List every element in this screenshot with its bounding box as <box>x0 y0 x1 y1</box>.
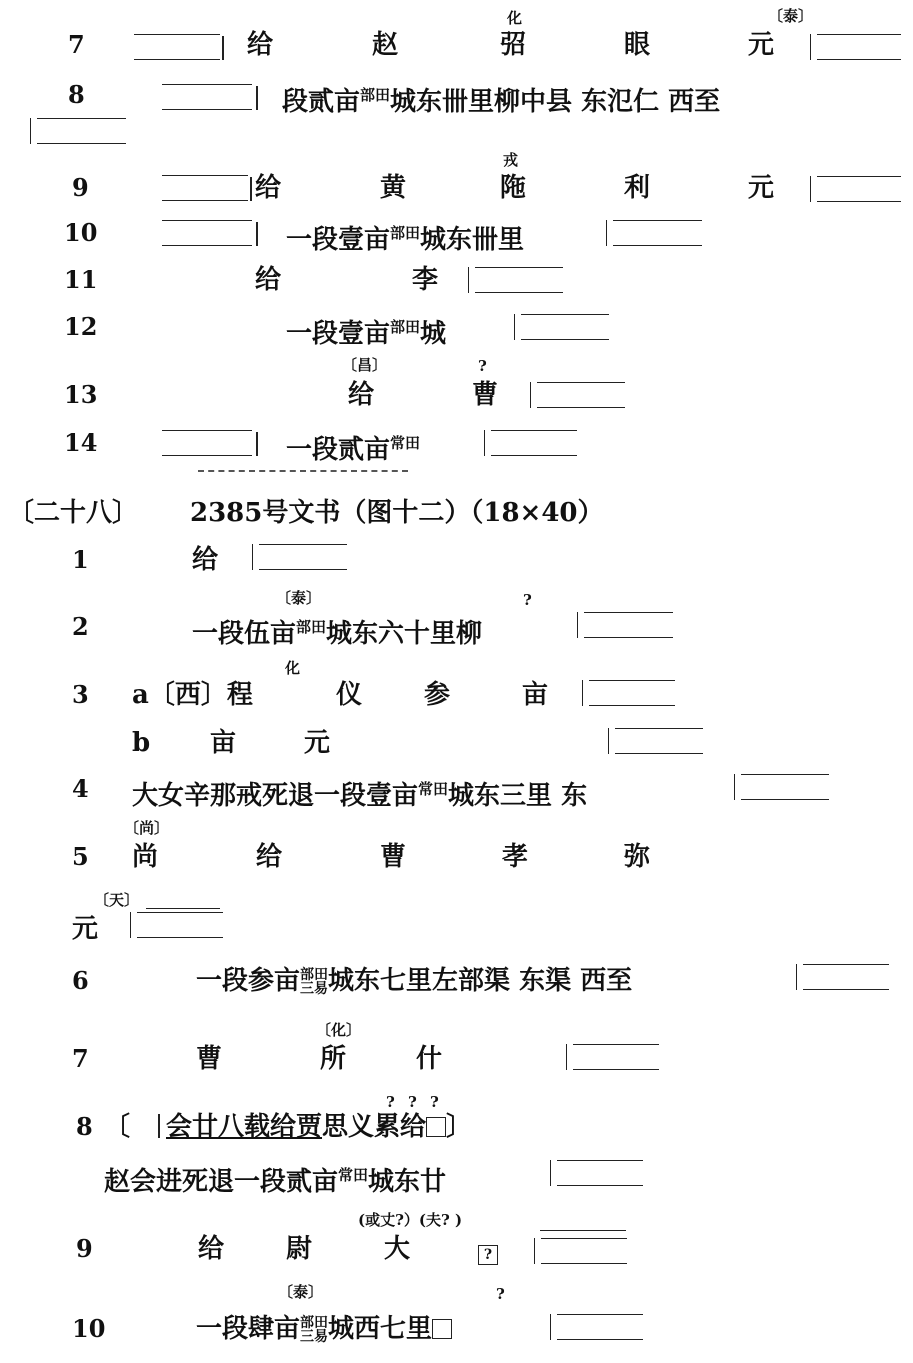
fraction-top: 部田 <box>300 1315 329 1331</box>
lacuna-bar <box>256 222 258 246</box>
char: 弨 <box>500 30 527 60</box>
lacuna-box <box>128 34 220 60</box>
char: 给 <box>255 265 282 295</box>
char: 曹 <box>196 1044 223 1074</box>
text: 一段壹亩 <box>286 225 391 255</box>
char: 利 <box>624 173 651 203</box>
lacuna-box <box>130 912 223 938</box>
annotation: ? <box>478 357 487 375</box>
annotation: 化 <box>507 9 523 27</box>
char: 什 <box>416 1044 443 1074</box>
lacuna-box <box>550 1160 643 1186</box>
text-line <box>196 966 632 996</box>
char: 亩 <box>210 728 237 758</box>
text: 城 <box>420 319 447 349</box>
char: 孝 <box>502 842 529 872</box>
char: b <box>132 728 151 758</box>
fraction-note <box>300 968 328 996</box>
char: 尉 <box>286 1234 313 1264</box>
char: 陁 <box>500 173 527 203</box>
char: 黄 <box>380 173 407 203</box>
lacuna-bar <box>256 432 258 456</box>
text-line <box>282 80 720 117</box>
line-number: 2 <box>72 612 89 641</box>
section-label: 〔二十八〕 <box>8 498 139 528</box>
annotation: 化 <box>285 659 301 677</box>
char: 给 <box>348 380 375 410</box>
char: 参 <box>424 680 451 710</box>
underlined-text: 会廿八载给贾 <box>166 1112 323 1142</box>
char: 元 <box>72 914 99 944</box>
line-number: 13 <box>64 380 98 409</box>
text: 城西七里 <box>328 1314 433 1344</box>
line-number: 5 <box>72 842 89 871</box>
text: 段贰亩 <box>282 87 361 117</box>
text: 一段贰亩 <box>286 435 391 465</box>
lacuna-box <box>530 382 625 408</box>
char: 所 <box>320 1044 347 1074</box>
fraction-bottom: 三易 <box>300 1329 329 1345</box>
unreadable-char: ? <box>478 1245 498 1265</box>
text: 大女辛那戒死退一段壹亩 <box>132 781 419 811</box>
char: 元 <box>748 173 775 203</box>
line-number: 3 <box>72 680 89 709</box>
text-line <box>132 774 587 811</box>
lacuna-box <box>156 220 252 246</box>
line-number: 10 <box>64 218 98 247</box>
superscript: 常田 <box>338 1166 369 1184</box>
lacuna-box <box>810 34 901 60</box>
section-heading: 2385号文书（图十二）（18×40） <box>190 498 604 528</box>
bracket: 〕 <box>446 1112 473 1142</box>
lacuna-bar <box>222 36 224 60</box>
char: 赵 <box>372 30 399 60</box>
fraction-note <box>300 1316 328 1344</box>
superscript: 部田 <box>390 318 421 336</box>
text: 思义累给 <box>322 1112 427 1142</box>
char: 元 <box>304 728 331 758</box>
annotation: 〔尚〕 <box>124 819 170 837</box>
text-line <box>286 218 524 255</box>
text-line <box>286 428 420 465</box>
text: 一段伍亩 <box>192 619 297 649</box>
line-number: 6 <box>72 966 89 995</box>
text: 城东廿 <box>368 1167 447 1197</box>
text-line <box>478 1234 498 1265</box>
line-number: 1 <box>72 545 89 574</box>
annotation: 〔泰〕 <box>278 1283 324 1301</box>
text: 城东三里 东 <box>448 781 588 811</box>
char: 李 <box>412 265 439 295</box>
annotation: ? <box>496 1285 505 1303</box>
char: 曹 <box>380 842 407 872</box>
annotation: 〔泰〕 <box>768 7 814 25</box>
lacuna-box <box>550 1314 643 1340</box>
char: 元 <box>748 30 775 60</box>
text: 城东七里左部渠 东渠 西至 <box>328 966 633 996</box>
lacuna-box <box>577 612 673 638</box>
text-line <box>166 1112 472 1142</box>
rule <box>146 908 220 909</box>
annotation: ? ? ? <box>386 1093 443 1111</box>
lacuna-box <box>810 176 901 202</box>
text-line <box>104 1160 446 1197</box>
char: a〔西〕程 <box>132 680 253 710</box>
char: 给 <box>198 1234 225 1264</box>
char: 大 <box>384 1234 411 1264</box>
lacuna-box <box>582 680 675 706</box>
line-number: 12 <box>64 312 98 341</box>
char: 给 <box>192 545 219 575</box>
lacuna-box <box>796 964 889 990</box>
line-number: 8 <box>68 80 85 109</box>
bracket: 〔 <box>104 1112 131 1142</box>
rule <box>540 1230 626 1231</box>
unreadable-char <box>432 1319 452 1339</box>
line-number: 8 <box>76 1112 93 1141</box>
line-number: 14 <box>64 428 98 457</box>
lacuna-bar <box>250 177 252 201</box>
char: 给 <box>256 842 283 872</box>
lacuna-box <box>734 774 829 800</box>
text-line <box>196 1314 452 1344</box>
fraction-bottom: 三易 <box>300 981 329 997</box>
text: 城东六十里柳 <box>326 619 483 649</box>
lacuna-box <box>608 728 703 754</box>
annotation: 〔天〕 <box>94 891 140 909</box>
char: 曹 <box>472 380 499 410</box>
char: 眼 <box>624 30 651 60</box>
char: 尚 <box>132 842 159 872</box>
text: 一段壹亩 <box>286 319 391 349</box>
char: 亩 <box>522 680 549 710</box>
annotation: 〔昌〕 <box>342 356 388 374</box>
superscript: 部田 <box>360 86 391 104</box>
char: 仪 <box>336 680 363 710</box>
lacuna-bar <box>158 1114 160 1138</box>
annotation: 戎 <box>503 151 519 169</box>
annotation: 〔化〕 <box>316 1021 362 1039</box>
lacuna-box <box>156 84 252 110</box>
text: 赵会进死退一段贰亩 <box>104 1167 339 1197</box>
char: 给 <box>247 30 274 60</box>
text: 一段参亩 <box>196 966 301 996</box>
line-number: 11 <box>64 265 98 294</box>
line-number: 9 <box>72 173 89 202</box>
superscript: 常田 <box>390 434 421 452</box>
line-number: 9 <box>76 1234 93 1263</box>
lacuna-box <box>484 430 577 456</box>
lacuna-box <box>606 220 702 246</box>
text: 城东卌里柳中县 东氾仁 西至 <box>390 87 721 117</box>
text: 城东卌里 <box>420 225 525 255</box>
lacuna-box <box>534 1238 627 1264</box>
unreadable-char <box>426 1117 446 1137</box>
line-number: 7 <box>72 1044 89 1073</box>
text-line <box>286 312 446 349</box>
annotation: (或丈?）(夫? ) <box>358 1211 463 1229</box>
line-number: 10 <box>72 1314 106 1343</box>
lacuna-box <box>566 1044 659 1070</box>
superscript: 部田 <box>390 224 421 242</box>
divider <box>198 470 408 472</box>
fraction-top: 部田 <box>300 967 329 983</box>
lacuna-box <box>30 118 126 144</box>
lacuna-box <box>252 544 347 570</box>
superscript: 常田 <box>418 780 449 798</box>
annotation: 〔泰〕 <box>276 589 322 607</box>
lacuna-bar <box>256 86 258 110</box>
lacuna-box <box>514 314 609 340</box>
annotation: ? <box>523 591 532 609</box>
superscript: 部田 <box>296 618 327 636</box>
line-number: 7 <box>68 30 85 59</box>
lacuna-box <box>468 267 563 293</box>
lacuna-box <box>156 175 248 201</box>
text-line <box>192 612 482 649</box>
char: 给 <box>255 173 282 203</box>
char: 弥 <box>624 842 651 872</box>
line-number: 4 <box>72 774 89 803</box>
text: 一段肆亩 <box>196 1314 301 1344</box>
lacuna-box <box>156 430 252 456</box>
